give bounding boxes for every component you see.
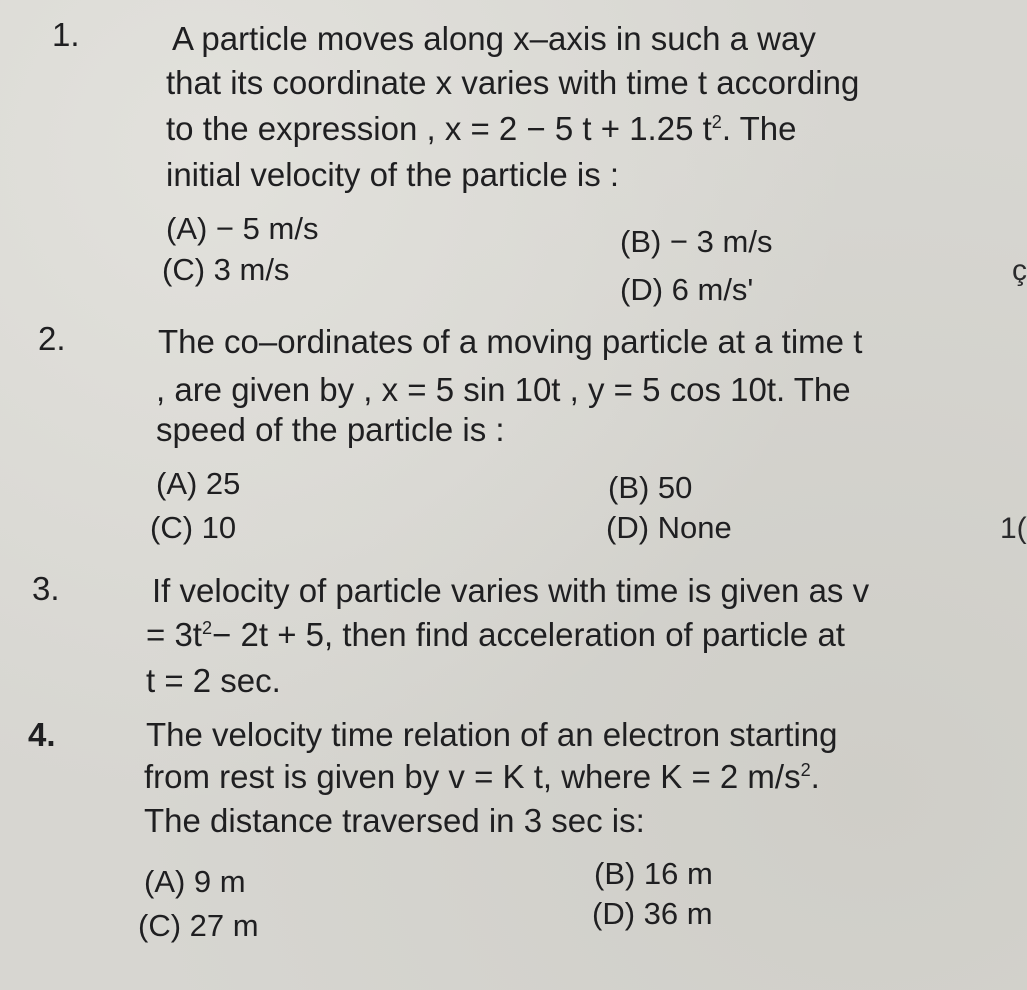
option-d[interactable]: (D) 36 m (592, 896, 713, 931)
question-number: 1. (52, 16, 80, 53)
question-text-line: from rest is given by v = K t, where K = 2 $m/s^2$. (144, 758, 820, 795)
question-text-line: t = 2 sec. (146, 662, 281, 699)
question-text-line: The distance traversed in 3 sec is: (144, 802, 645, 839)
option-d[interactable]: (D) 6 m/s' (620, 272, 754, 307)
question-text-line: initial velocity of the particle is : (166, 156, 620, 193)
question-text-line: = $3t^2- 2t + 5$, then find acceleration of particle at (146, 616, 845, 653)
option-a[interactable]: (A) − 5 m/s (166, 211, 319, 246)
option-b[interactable]: (B) − 3 m/s (620, 224, 773, 259)
question-text-line: that its coordinate x varies with time t according (166, 64, 860, 101)
question-text-line: speed of the particle is : (156, 411, 505, 448)
question-text-line: The velocity time relation of an electron starting (146, 716, 838, 753)
edge-mark: ç (1012, 254, 1027, 287)
option-a[interactable]: (A) 25 (156, 466, 241, 501)
question-number: 3. (32, 570, 60, 607)
edge-mark: 1( (1000, 512, 1027, 545)
question-number: 4. (28, 716, 56, 753)
option-c[interactable]: (C) 10 (150, 510, 237, 545)
question-number: 2. (38, 320, 66, 357)
question-text-line: If velocity of particle varies with time is given as v (152, 572, 870, 609)
option-c[interactable]: (C) 27 m (138, 908, 259, 943)
option-d[interactable]: (D) None (606, 510, 732, 545)
option-c[interactable]: (C) 3 m/s (162, 252, 290, 287)
option-b[interactable]: (B) 16 m (594, 856, 713, 891)
question-text-line: , are given by , x = 5 sin 10t , y = 5 cos 10t. The (156, 371, 851, 408)
question-text-line: A particle moves along x–axis in such a way (172, 20, 816, 57)
option-a[interactable]: (A) 9 m (144, 864, 246, 899)
option-b[interactable]: (B) 50 (608, 470, 693, 505)
question-text-line: The co–ordinates of a moving particle at a time t (158, 323, 863, 360)
question-text-line: to the expression , x = 2 − 5 t + 1.25 $t^2$. The (166, 110, 797, 147)
